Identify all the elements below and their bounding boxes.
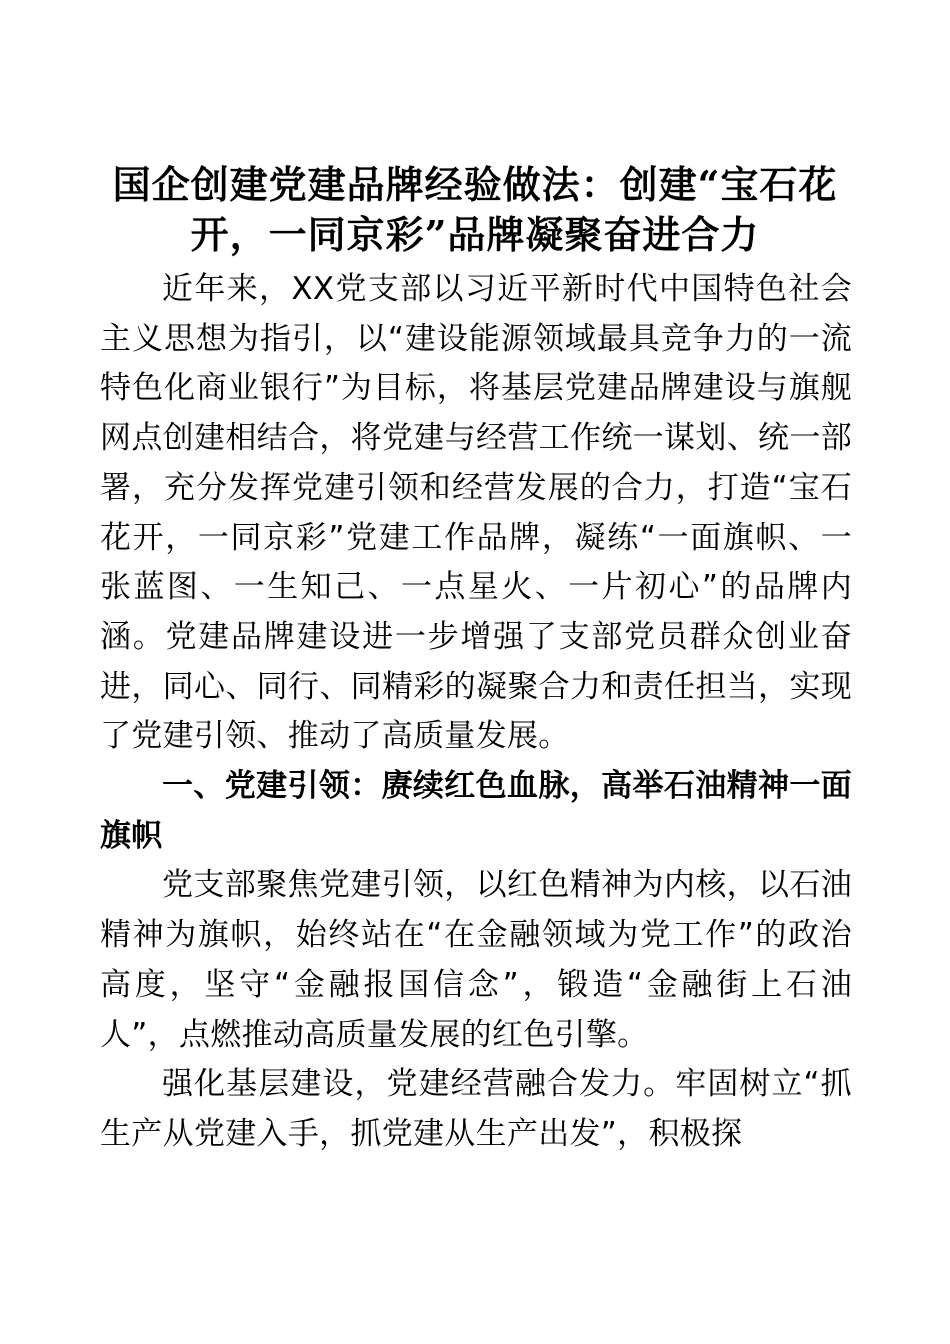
document-body — [100, 265, 852, 1160]
document-title: 国企创建党建品牌经验做法：创建“宝石花开，一同京彩”品牌凝聚奋进合力 — [112, 162, 838, 257]
section-heading: 一、党建引领：赓续红色血脉，高举石油精神一面旗帜 — [100, 768, 852, 854]
body-paragraph: 强化基层建设，党建经营融合发力。牢固树立“抓生产从党建入手，抓党建从生产出发”，积极探 — [100, 1066, 852, 1152]
body-paragraph: 近年来，XX党支部以习近平新时代中国特色社会主义思想为指引，以“建设能源领域最具竞争力的一流特色化商业银行”为目标，将基层党建品牌建设与旗舰网点创建相结合，将党建与经营工作统一谋划、统一部署，充分发挥党建引领和经营发展的合力，打造“宝石花开，一同京彩”党建工作品牌，凝练“一面旗帜、一张蓝图、一生知己、一点星火、一片初心”的品牌内涵。党建品牌建设进一步增强了支部党员群众创业奋进，同心、同行、同精彩的凝聚合力和责任担当，实现了党建引领、推动了高质量发展。 — [100, 271, 852, 755]
body-paragraph: 党支部聚焦党建引领，以红色精神为内核，以石油精神为旗帜，始终站在“在金融领域为党工作”的政治高度，坚守“金融报国信念”，锻造“金融街上石油人”，点燃推动高质量发展的红色引擎。 — [100, 867, 852, 1053]
